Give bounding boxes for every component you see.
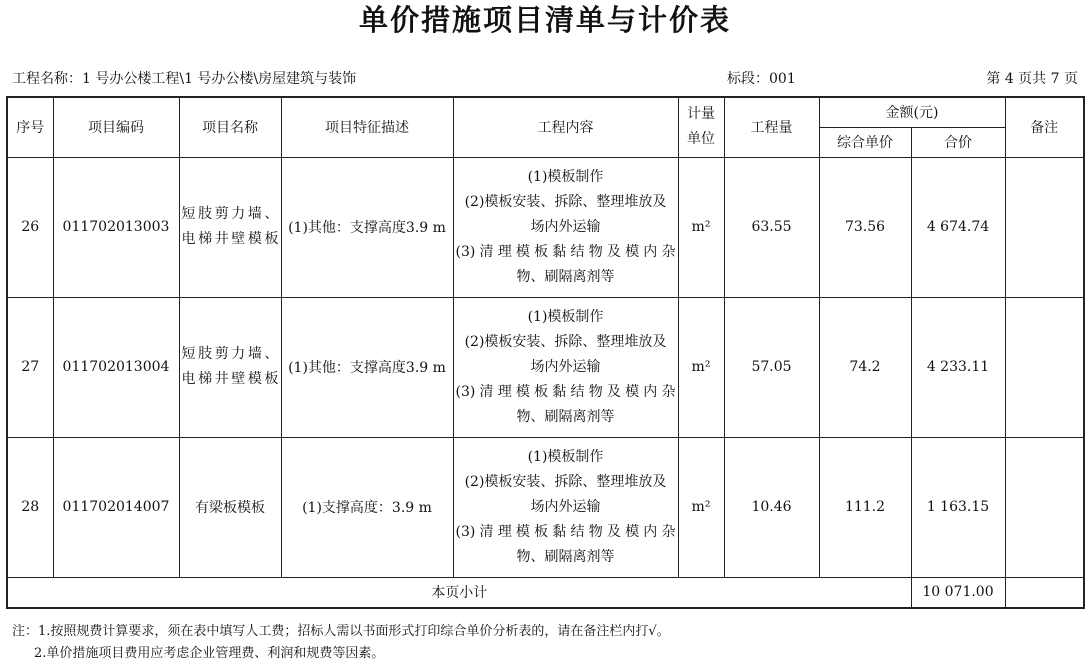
subtotal-row bbox=[7, 577, 1084, 608]
table-row bbox=[7, 297, 1084, 437]
header-remark: 备注 bbox=[1005, 97, 1084, 157]
cell-seq: 26 bbox=[7, 157, 53, 297]
page-title: 单价措施项目清单与计价表 bbox=[358, 3, 731, 37]
cell-name-text: 短肢剪力墙、电梯井壁模板 bbox=[181, 346, 279, 387]
cell-total: 4 233.11 bbox=[911, 297, 1005, 437]
subtotal-total: 10 071.00 bbox=[911, 577, 1005, 608]
cell-total: 4 674.74 bbox=[911, 157, 1005, 297]
subtotal-label: 本页小计 bbox=[7, 577, 911, 608]
cell-code: 011702013004 bbox=[53, 297, 179, 437]
content-line: (3)清理模板黏结物及模内杂 bbox=[455, 523, 676, 540]
cell-seq: 28 bbox=[7, 437, 53, 577]
cell-unit: m² bbox=[678, 157, 724, 297]
cell-unit: m² bbox=[678, 437, 724, 577]
content-line: (2)模板安装、拆除、整理堆放及 bbox=[464, 473, 667, 490]
header-content: 工程内容 bbox=[453, 97, 678, 157]
cell-code: 011702013003 bbox=[53, 157, 179, 297]
cell-qty: 63.55 bbox=[724, 157, 819, 297]
header-code: 项目编码 bbox=[53, 97, 179, 157]
content-line: 场内外运输 bbox=[530, 498, 601, 515]
cell-name-text: 短肢剪力墙、电梯井壁模板 bbox=[181, 206, 279, 247]
content-line: (2)模板安装、拆除、整理堆放及 bbox=[464, 193, 667, 210]
cell-qty: 57.05 bbox=[724, 297, 819, 437]
cell-unit-price: 74.2 bbox=[819, 297, 911, 437]
table-row bbox=[7, 157, 1084, 297]
cell-seq: 27 bbox=[7, 297, 53, 437]
content-line: 场内外运输 bbox=[530, 358, 601, 375]
section-label: 标段：001 bbox=[727, 71, 796, 87]
cell-name bbox=[179, 297, 281, 437]
cell-desc: (1)其他：支撑高度3.9 m bbox=[281, 297, 453, 437]
content-line: (3)清理模板黏结物及模内杂 bbox=[455, 383, 676, 400]
cell-qty: 10.46 bbox=[724, 437, 819, 577]
cell-name bbox=[179, 157, 281, 297]
header-unit bbox=[678, 97, 724, 157]
footnotes bbox=[12, 621, 670, 665]
cell-total: 1 163.15 bbox=[911, 437, 1005, 577]
cell-desc: (1)支撑高度：3.9 m bbox=[281, 437, 453, 577]
content-line: 物、刷隔离剂等 bbox=[516, 408, 615, 425]
cell-name: 有梁板模板 bbox=[179, 437, 281, 577]
content-line: (3)清理模板黏结物及模内杂 bbox=[455, 243, 676, 260]
project-name: 工程名称：1 号办公楼工程\1 号办公楼\房屋建筑与装饰 bbox=[12, 71, 357, 87]
cell-unit: m² bbox=[678, 297, 724, 437]
cell-unit-price: 73.56 bbox=[819, 157, 911, 297]
content-line: (1)模板制作 bbox=[527, 168, 604, 185]
header-total: 合价 bbox=[911, 127, 1005, 157]
cell-code: 011702014007 bbox=[53, 437, 179, 577]
cell-desc: (1)其他：支撑高度3.9 m bbox=[281, 157, 453, 297]
footnote-1: 注：1.按照规费计算要求，须在表中填写人工费；招标人需以书面形式打印综合单价分析表的，请在备注栏内打√。 bbox=[12, 624, 670, 639]
subtotal-remark bbox=[1005, 577, 1084, 608]
cell-unit-price: 111.2 bbox=[819, 437, 911, 577]
header-row bbox=[7, 97, 1084, 127]
cell-content bbox=[453, 437, 678, 577]
footnote-2: 2.单价措施项目费用应考虑企业管理费、利润和规费等因素。 bbox=[34, 646, 385, 661]
header-name: 项目名称 bbox=[179, 97, 281, 157]
cell-remark bbox=[1005, 157, 1084, 297]
content-line: (1)模板制作 bbox=[527, 448, 604, 465]
cell-remark bbox=[1005, 437, 1084, 577]
header-amount: 金额(元) bbox=[819, 97, 1005, 127]
cell-content bbox=[453, 297, 678, 437]
content-line: 物、刷隔离剂等 bbox=[516, 548, 615, 565]
header-seq: 序号 bbox=[7, 97, 53, 157]
header-qty: 工程量 bbox=[724, 97, 819, 157]
measures-table bbox=[6, 96, 1085, 609]
cell-remark bbox=[1005, 297, 1084, 437]
header-unit-price: 综合单价 bbox=[819, 127, 911, 157]
header-unit-text: 计量单位 bbox=[687, 106, 715, 148]
content-line: (2)模板安装、拆除、整理堆放及 bbox=[464, 333, 667, 350]
content-line: 物、刷隔离剂等 bbox=[516, 268, 615, 285]
content-line: 场内外运输 bbox=[530, 218, 601, 235]
page-indicator: 第 4 页共 7 页 bbox=[986, 71, 1078, 87]
table-row bbox=[7, 437, 1084, 577]
cell-content bbox=[453, 157, 678, 297]
header-desc: 项目特征描述 bbox=[281, 97, 453, 157]
content-line: (1)模板制作 bbox=[527, 308, 604, 325]
